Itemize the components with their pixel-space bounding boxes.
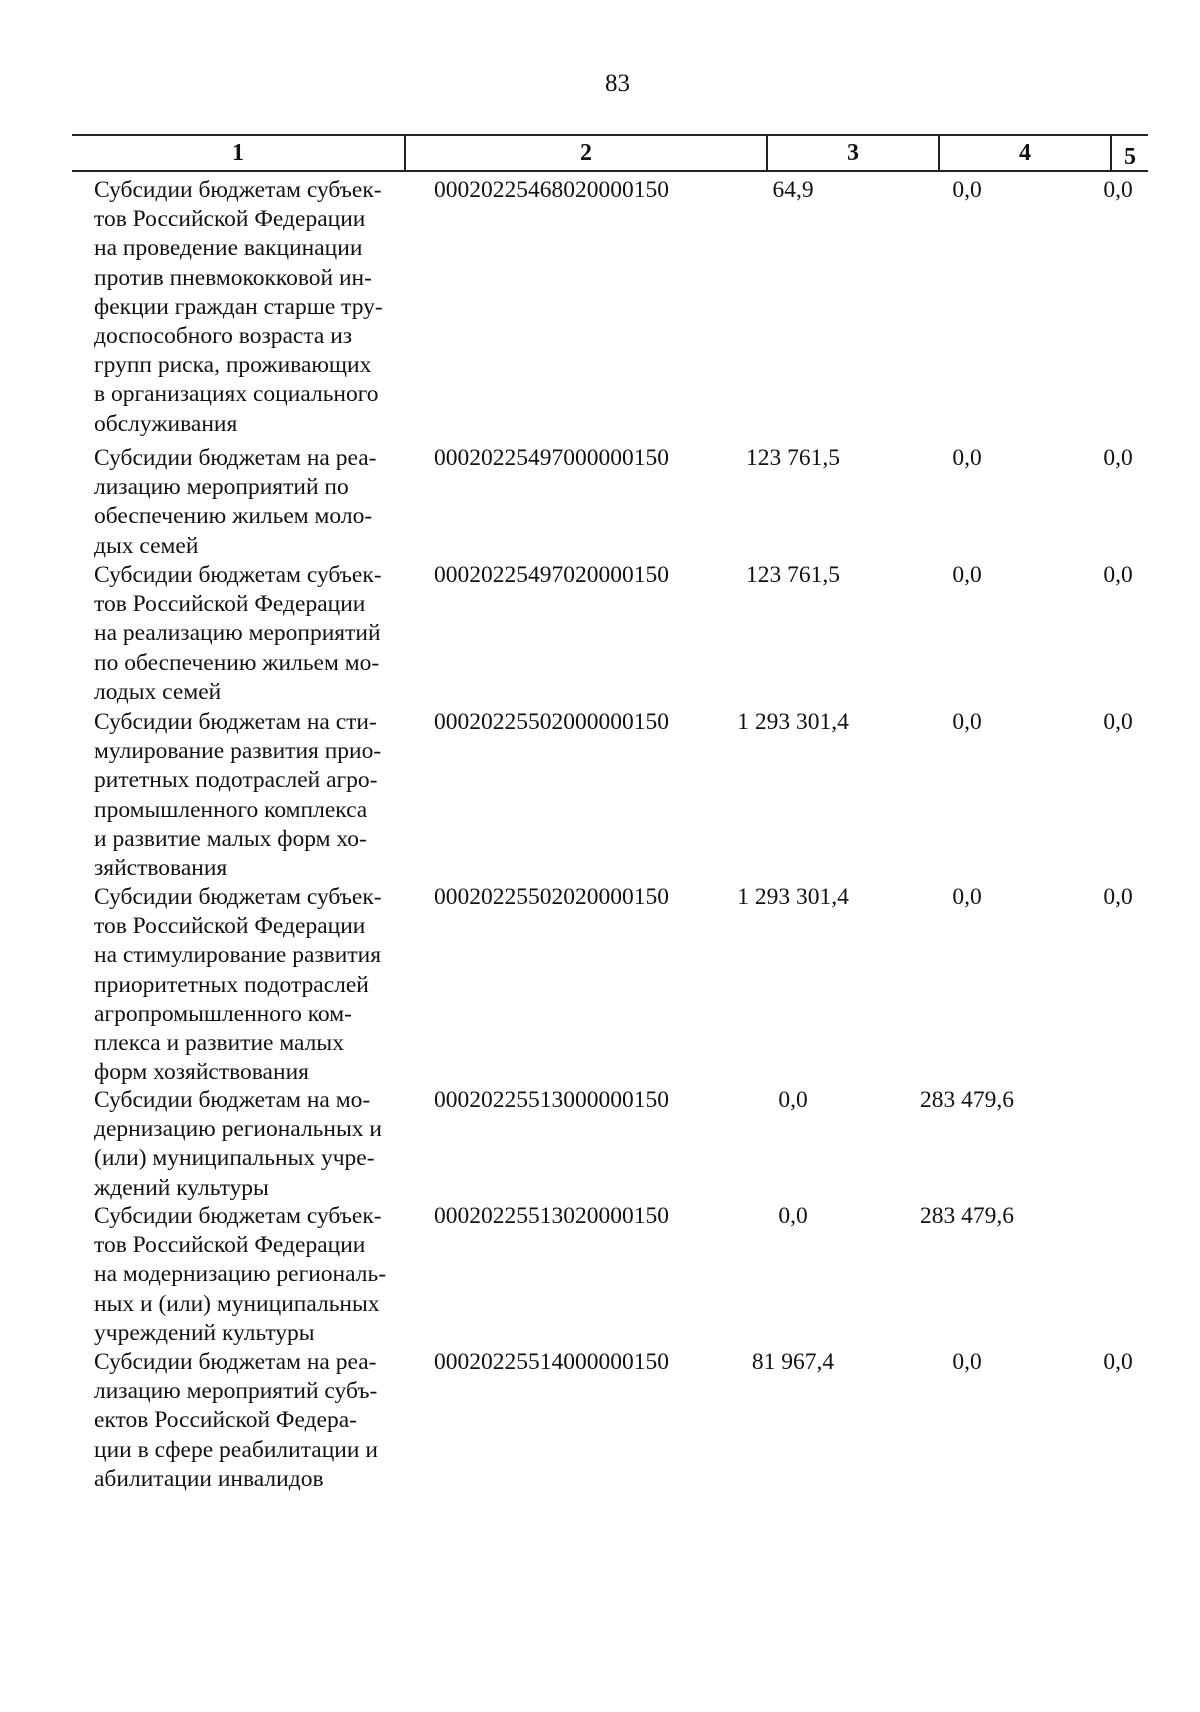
row-col3-value: 1 293 301,4: [737, 884, 849, 910]
row-name-line: Субсидии бюджетам субъек-: [94, 562, 382, 588]
row-name-line: на проведение вакцинации: [94, 235, 363, 262]
row-col4-value: 283 479,6: [920, 1203, 1014, 1229]
row-code-cell: 00020225497000000150: [434, 445, 669, 471]
row-name-line: Субсидии бюджетам на мо-: [94, 1087, 371, 1113]
row-col3-value: 81 967,4: [751, 1349, 835, 1375]
row-col5-value: 0,0: [1103, 177, 1133, 203]
table-header-row: [72, 134, 1148, 172]
row-name-line: фекции граждан старше тру-: [94, 293, 383, 320]
budget-table: [72, 134, 1148, 172]
row-name-line: зяйствования: [94, 855, 228, 882]
page-number: 83: [605, 70, 630, 97]
row-name-line: обеспечению жильем моло-: [94, 503, 373, 530]
row-col3-value: 0,0: [778, 1087, 808, 1113]
row-name-line: и развитие малых форм хо-: [94, 825, 367, 852]
row-col3-value: 0,0: [778, 1203, 808, 1229]
row-name-cell: [94, 1202, 406, 1348]
row-name-line: тов Российской Федерации: [94, 591, 366, 618]
row-name-line: ритетных подотраслей агро-: [94, 767, 378, 794]
row-col4-value: 0,0: [952, 445, 982, 471]
header-col-5: 5: [1124, 144, 1136, 170]
row-code-cell: 00020225514000000150: [434, 1349, 669, 1375]
row-name-line: групп риска, проживающих: [94, 352, 372, 379]
row-name-line: мулирование развития прио-: [94, 738, 382, 765]
row-name-line: промышленного комплекса: [94, 796, 368, 823]
row-name-line: лодых семей: [94, 678, 222, 705]
row-col4-value: 0,0: [952, 177, 982, 203]
row-col3-value: 123 761,5: [746, 445, 840, 471]
row-col5-value: 0,0: [1103, 709, 1133, 735]
row-name-line: учреждений культуры: [94, 1319, 315, 1346]
row-col3-value: 64,9: [772, 177, 814, 203]
row-name-line: Субсидии бюджетам субъек-: [94, 177, 382, 203]
header-col-1: 1: [232, 140, 244, 166]
row-name-line: Субсидии бюджетам на сти-: [94, 709, 377, 735]
row-code-cell: 00020225502020000150: [434, 884, 669, 910]
row-name-cell: [94, 561, 406, 707]
row-col5-value: 0,0: [1103, 445, 1133, 471]
row-name-line: обслуживания: [94, 410, 238, 437]
row-name-line: дых семей: [94, 532, 199, 559]
row-name-line: ждений культуры: [94, 1174, 269, 1201]
row-name-line: Субсидии бюджетам субъек-: [94, 884, 382, 910]
row-name-line: на модернизацию региональ-: [94, 1261, 387, 1288]
row-col5-value: 0,0: [1103, 1349, 1133, 1375]
row-name-line: в организациях социального: [94, 381, 379, 408]
row-name-line: Субсидии бюджетам субъек-: [94, 1203, 382, 1229]
row-name-line: форм хозяйствования: [94, 1059, 309, 1086]
row-name-line: (или) муниципальных учре-: [94, 1145, 375, 1172]
row-code-cell: 00020225497020000150: [434, 562, 669, 588]
row-code-cell: 00020225513020000150: [434, 1203, 669, 1229]
row-name-line: на реализацию мероприятий: [94, 620, 381, 647]
row-col5-value: 0,0: [1103, 562, 1133, 588]
row-name-line: агропромышленного ком-: [94, 1000, 352, 1027]
header-col-3: 3: [847, 140, 859, 166]
row-name-line: против пневмококковой ин-: [94, 264, 372, 291]
row-name-cell: [94, 1348, 406, 1494]
row-code-cell: 00020225513000000150: [434, 1087, 669, 1113]
row-name-line: тов Российской Федерации: [94, 1232, 366, 1259]
row-name-line: плекса и развитие малых: [94, 1030, 344, 1057]
row-name-cell: [94, 444, 406, 561]
row-col3-value: 1 293 301,4: [737, 709, 849, 735]
row-name-line: ции в сфере реабилитации и: [94, 1436, 378, 1463]
row-name-cell: [94, 883, 406, 1087]
row-name-line: по обеспечению жильем мо-: [94, 649, 380, 676]
row-name-cell: [94, 1086, 406, 1203]
row-name-line: лизацию мероприятий по: [94, 474, 349, 501]
row-col3-value: 123 761,5: [746, 562, 840, 588]
row-col4-value: 0,0: [952, 562, 982, 588]
row-col4-value: 0,0: [952, 709, 982, 735]
row-name-line: тов Российской Федерации: [94, 913, 366, 940]
row-name-line: лизацию мероприятий субъ-: [94, 1378, 378, 1405]
row-name-line: приоритетных подотраслей: [94, 971, 369, 998]
row-name-line: доспособного возраста из: [94, 323, 353, 350]
header-col-2: 2: [580, 140, 592, 166]
row-name-cell: [94, 176, 406, 439]
row-name-cell: [94, 708, 406, 883]
row-col5-value: 0,0: [1103, 884, 1133, 910]
row-code-cell: 00020225468020000150: [434, 177, 669, 203]
row-col4-value: 0,0: [952, 884, 982, 910]
header-col-4: 4: [1019, 140, 1031, 166]
row-name-line: ных и (или) муниципальных: [94, 1290, 380, 1317]
row-code-cell: 00020225502000000150: [434, 709, 669, 735]
row-col4-value: 283 479,6: [920, 1087, 1014, 1113]
row-name-line: дернизацию региональных и: [94, 1116, 382, 1143]
row-name-line: Субсидии бюджетам на реа-: [94, 1349, 377, 1375]
row-col4-value: 0,0: [952, 1349, 982, 1375]
row-name-line: на стимулирование развития: [94, 942, 382, 969]
row-name-line: Субсидии бюджетам на реа-: [94, 445, 377, 471]
row-name-line: абилитации инвалидов: [94, 1465, 324, 1492]
row-name-line: ектов Российской Федера-: [94, 1407, 357, 1434]
row-name-line: тов Российской Федерации: [94, 206, 366, 233]
